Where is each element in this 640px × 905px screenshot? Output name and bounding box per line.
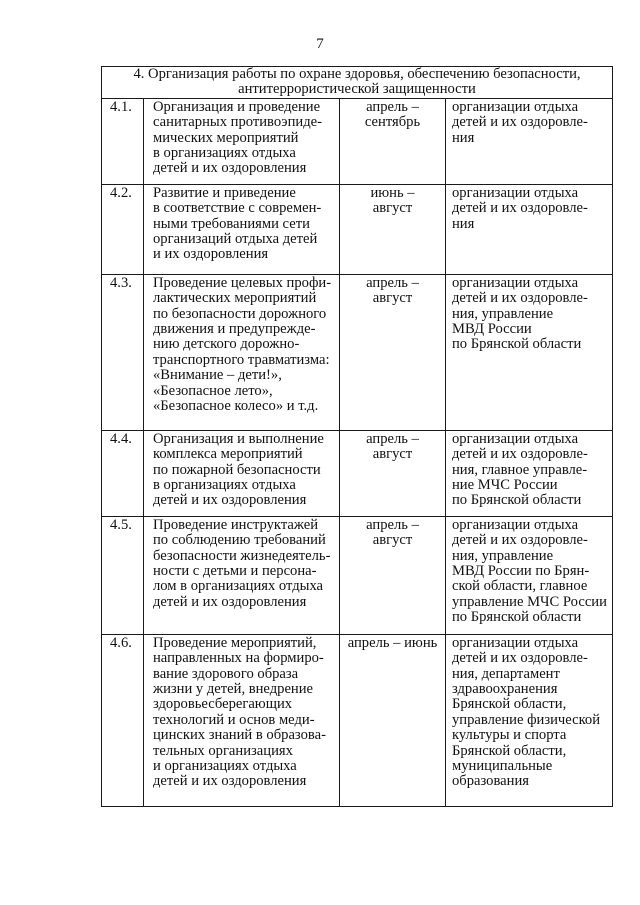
executors: организации отдыха детей и их оздоровле- ния [452,98,588,146]
page-number: 7 [316,36,324,52]
table-row [102,516,613,634]
term-cell [340,634,446,806]
executors-cell [446,634,613,806]
measure-name-cell [144,430,340,516]
row-number: 4.6. [102,634,144,806]
table-row [102,184,613,274]
measure-name-cell [144,184,340,274]
term: апрель – август [366,430,419,463]
term-cell [340,516,446,634]
term-cell [340,430,446,516]
measure-name-cell [144,98,340,184]
table-row [102,274,613,430]
section-heading-row [102,67,613,99]
term-cell [340,184,446,274]
executors-cell [446,430,613,516]
measure-name: Проведение мероприятий, направленных на формиро- вание здорового образа жизни у детей, внедрение здоровьесберегающих технологий и основ меди- цинских знаний в образова- тельных организациях и организациях отдыха детей и их оздоровления [153,634,326,790]
term: апрель – август [366,516,419,549]
term: июнь – август [370,184,415,217]
executors: организации отдыха детей и их оздоровле- ния [452,184,588,232]
executors: организации отдыха детей и их оздоровле- ния, департамент здравоохранения Брянской области, управление физической культуры и спорта Брянской области, муниципальные образования [452,634,601,790]
row-number: 4.5. [102,516,144,634]
executors: организации отдыха детей и их оздоровле- ния, управление МВД России по Брян- ской области, главное управление МЧС России по Брянской области [452,516,607,626]
table-row [102,634,613,806]
term-cell [340,98,446,184]
executors-cell [446,274,613,430]
table-row [102,98,613,184]
executors-cell [446,516,613,634]
executors-cell [446,98,613,184]
table-row [102,430,613,516]
measures-table [101,66,613,807]
measure-name: Организация и проведение санитарных противоэпиде- мических мероприятий в организациях отдыха детей и их оздоровления [153,98,322,177]
measure-name: Развитие и приведение в соответствие с современ- ными требованиями сети организаций отдыха детей и их оздоровления [153,184,322,263]
term: апрель – июнь [347,634,438,651]
measure-name-cell [144,634,340,806]
section-heading-text: 4. Организация работы по охране здоровья, обеспечению безопасности, антитеррористической защищенности [133,66,581,98]
row-number: 4.3. [102,274,144,430]
measure-name-cell [144,274,340,430]
term: апрель – сентябрь [364,98,421,131]
measure-name: Организация и выполнение комплекса мероприятий по пожарной безопасности в организациях отдыха детей и их оздоровления [153,430,324,509]
row-number: 4.1. [102,98,144,184]
executors-cell [446,184,613,274]
executors: организации отдыха детей и их оздоровле- ния, главное управле- ние МЧС России по Брянской области [452,430,588,509]
measure-name-cell [144,516,340,634]
term: апрель – август [366,274,419,307]
row-number: 4.2. [102,184,144,274]
measure-name: Проведение целевых профи- лактических мероприятий по безопасности дорожного движения и предупрежде- нию детского дорожно- транспортного травматизма: «Внимание – дети!», «Безопасное лето», «Безопасное колесо» и т.д. [153,274,332,415]
row-number: 4.4. [102,430,144,516]
term-cell [340,274,446,430]
section-heading [102,67,613,99]
executors: организации отдыха детей и их оздоровле- ния, управление МВД России по Брянской области [452,274,588,353]
measure-name: Проведение инструктажей по соблюдению требований безопасности жизнедеятель- ности с детьми и персона- лом в организациях отдыха детей и их оздоровления [153,516,331,610]
